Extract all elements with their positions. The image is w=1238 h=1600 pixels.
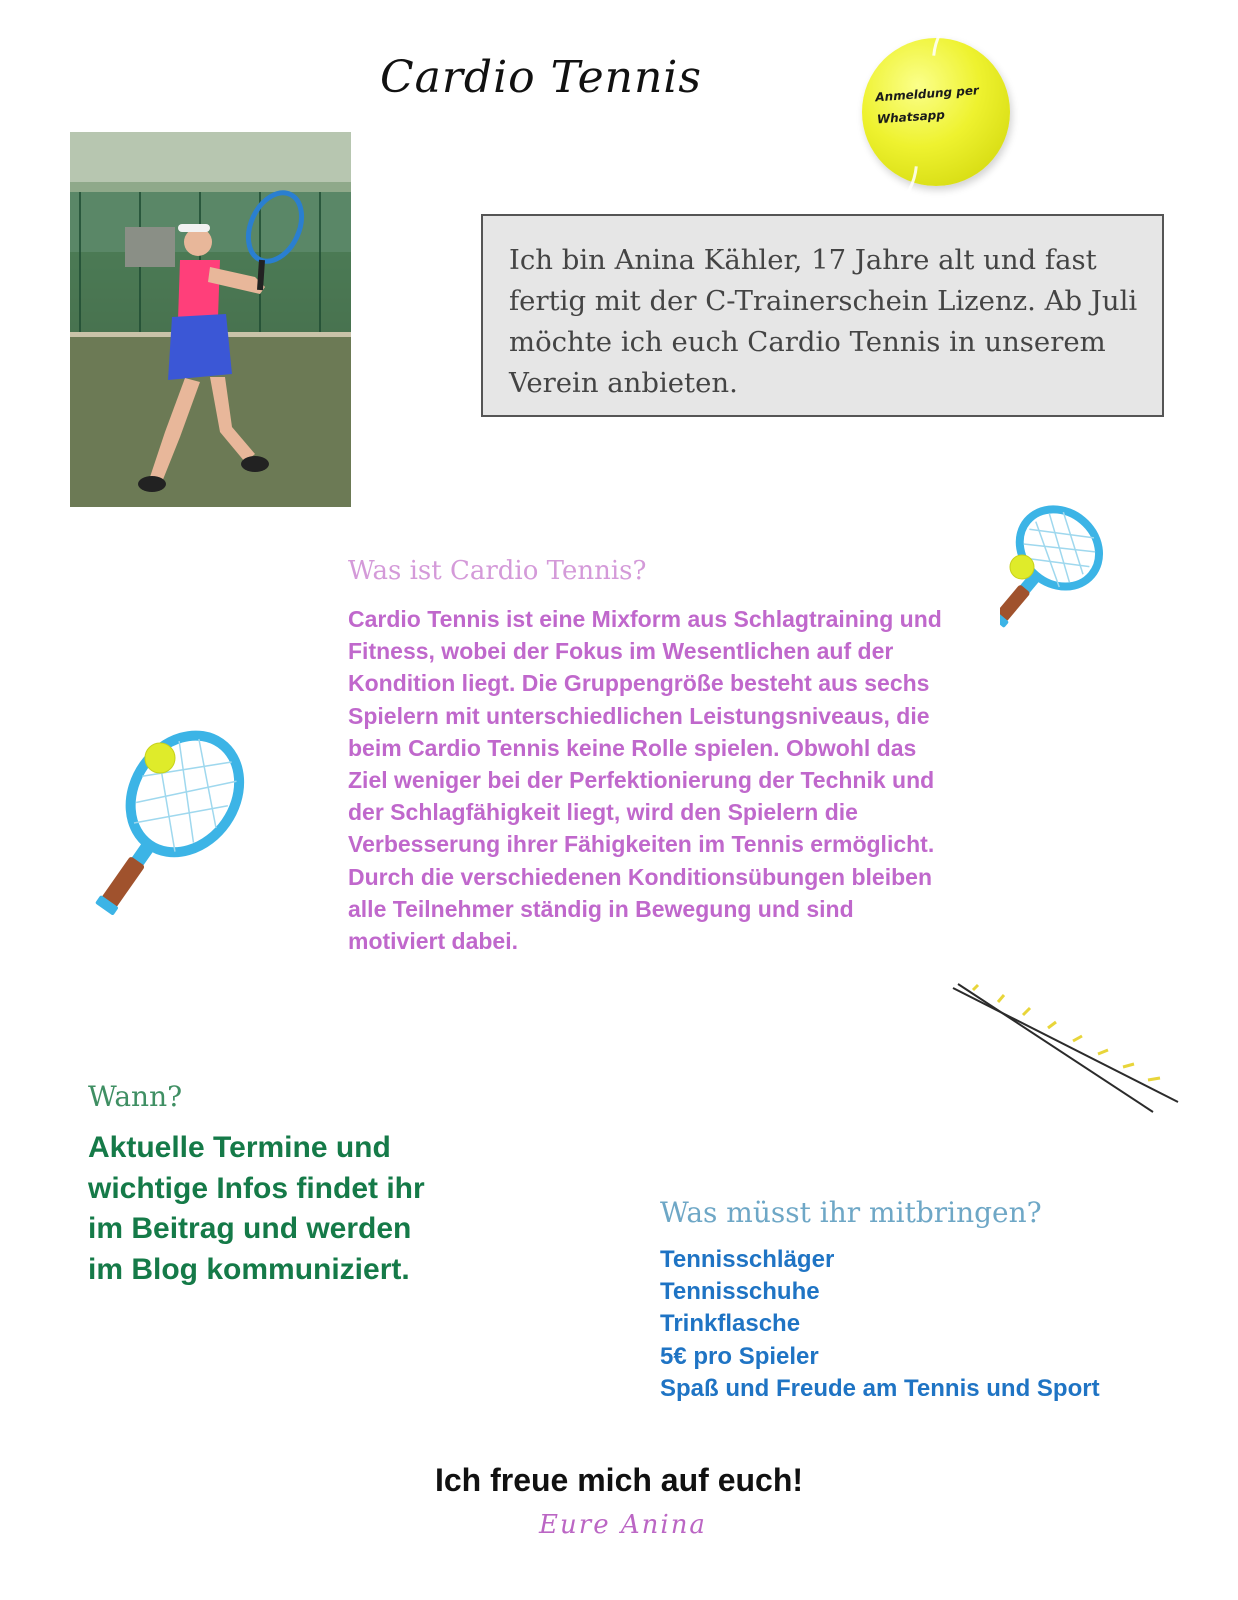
agility-ladder-icon <box>948 980 1183 1120</box>
list-item: Tennisschuhe <box>660 1278 820 1306</box>
page-title: Cardio Tennis <box>380 52 702 103</box>
intro-text: Ich bin Anina Kähler, 17 Jahre alt und fast fertig mit der C-Trainerschein Lizenz. Ab Juli möchte ich euch Cardio Tennis in unserem Verein anbieten. <box>509 244 1138 399</box>
closing-line: Ich freue mich auf euch! <box>434 1462 804 1498</box>
when-heading: Wann? <box>88 1080 183 1113</box>
list-item: Tennisschläger <box>660 1246 835 1273</box>
list-item: Spaß und Freude am Tennis und Sport <box>660 1374 1100 1402</box>
ball-badge-text: Anmeldung per Whatsapp <box>874 83 980 127</box>
signature: Eure Anina <box>539 1510 707 1540</box>
list-item: 5€ pro Spieler <box>660 1342 819 1370</box>
what-heading: Was ist Cardio Tennis? <box>348 556 647 586</box>
when-body: Aktuelle Termine und wichtige Infos findet ihr im Beitrag und werden im Blog kommuniziert. <box>88 1131 425 1286</box>
tennis-ball-badge <box>862 38 1010 186</box>
what-body: Cardio Tennis ist eine Mixform aus Schlagtraining und Fitness, wobei der Fokus im Wesentlichen auf der Kondition liegt. Die Gruppengröße besteht aus sechs Spielern mit unterschiedlichen Leistungsniveaus, die beim Cardio Tennis keine Rolle spielen. Obwohl das Ziel weniger bei der Perfektionierung der Technik und der Schlagfähigkeit liegt, wird den Spielern die Verbesserung ihrer Fähigkeiten im Tennis ermöglicht. Durch die verschiedenen Konditionsübungen bleiben alle Teilnehmer ständig in Bewegung und sind motiviert dabei. <box>348 606 942 955</box>
tennis-racket-icon-left <box>82 728 247 933</box>
bring-heading: Was müsst ihr mitbringen? <box>660 1196 1042 1229</box>
intro-box <box>481 214 1164 417</box>
player-photo <box>70 132 351 507</box>
tennis-racket-icon <box>1000 505 1160 650</box>
list-item: Trinkflasche <box>660 1310 801 1338</box>
bring-list <box>660 1244 1100 1405</box>
